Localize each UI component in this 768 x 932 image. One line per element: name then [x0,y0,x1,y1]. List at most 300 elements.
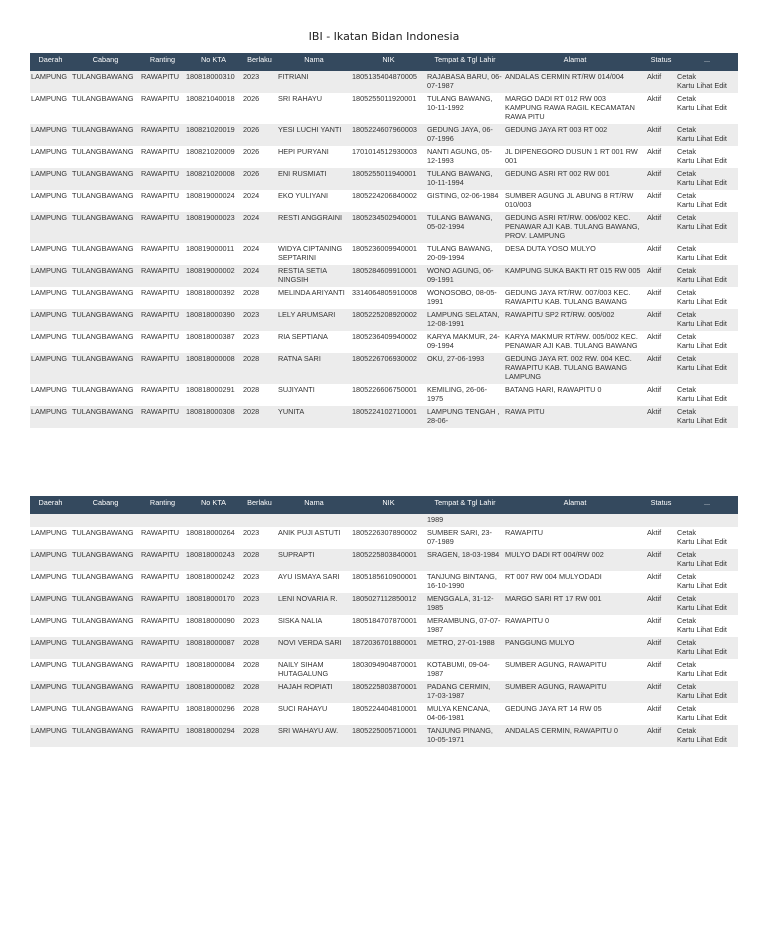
cell-daerah: LAMPUNG [30,615,71,637]
cell-berlaku: 2028 [242,287,277,309]
table-row [30,549,738,571]
card-link[interactable]: Kartu [677,275,695,284]
cell-nik: 1805234502940001 [351,212,426,243]
cell-nama: FITRIANI [277,71,351,93]
card-link[interactable]: Kartu [677,81,695,90]
print-link[interactable]: Cetak [677,385,697,394]
cell-ttl: TANJUNG BINTANG, 16-10-1990 [426,571,504,593]
card-link[interactable]: Kartu [677,735,695,744]
cell-ttl: GEDUNG JAYA, 06-07-1996 [426,124,504,146]
edit-link[interactable]: Edit [714,669,727,678]
table-row [30,593,738,615]
cell-daerah: LAMPUNG [30,146,71,168]
cell-nik: 1872036701880001 [351,637,426,659]
cell-actions [676,243,738,265]
cell-no-kta: 180818000242 [185,571,242,593]
view-link[interactable]: Lihat [696,341,713,350]
edit-link[interactable]: Edit [714,134,727,143]
print-link[interactable]: Cetak [677,594,697,603]
print-link[interactable]: Cetak [677,288,697,297]
cell-no-kta: 180818000308 [185,406,242,428]
table-row [30,212,738,243]
cell-actions [676,637,738,659]
col-ttl: Tempat & Tgl Lahir [426,496,504,514]
edit-link[interactable]: Edit [714,156,727,165]
view-link[interactable]: Lihat [696,200,713,209]
edit-link[interactable]: Edit [714,178,727,187]
cell-daerah: LAMPUNG [30,549,71,571]
cell-alamat: GEDUNG JAYA RT 003 RT 002 [504,124,646,146]
col-daerah: Daerah [30,496,71,514]
cell-nik: 1805185610900001 [351,571,426,593]
cell-alamat: BATANG HARI, RAWAPITU 0 [504,384,646,406]
view-link[interactable]: Lihat [696,275,713,284]
view-link[interactable]: Lihat [696,134,713,143]
print-link[interactable]: Cetak [677,147,697,156]
cell-ttl: METRO, 27-01-1988 [426,637,504,659]
cell-status: Aktif [646,168,676,190]
cell-daerah: LAMPUNG [30,309,71,331]
cell-no-kta: 180819000002 [185,265,242,287]
edit-link[interactable]: Edit [714,581,727,590]
edit-link[interactable]: Edit [714,416,727,425]
card-link[interactable]: Kartu [677,222,695,231]
cell-berlaku: 2028 [242,703,277,725]
cell-status: Aktif [646,124,676,146]
view-link[interactable]: Lihat [696,319,713,328]
table-row [30,637,738,659]
table-row [30,703,738,725]
cell-status: Aktif [646,549,676,571]
card-link[interactable]: Kartu [677,713,695,722]
card-link[interactable]: Kartu [677,581,695,590]
cell-actions [676,549,738,571]
table-header-row [30,53,738,71]
cell-daerah: LAMPUNG [30,681,71,703]
cell-ranting: RAWAPITU [140,593,185,615]
card-link[interactable]: Kartu [677,156,695,165]
cell-cabang: TULANGBAWANG [71,725,140,747]
print-link[interactable]: Cetak [677,191,697,200]
cell-nik: 1805225208920002 [351,309,426,331]
cell-ranting: RAWAPITU [140,124,185,146]
cell-daerah: LAMPUNG [30,527,71,549]
cell-daerah: LAMPUNG [30,168,71,190]
col-actions: ... [676,53,738,71]
cell-alamat: MARGO SARI RT 17 RW 001 [504,593,646,615]
edit-link[interactable]: Edit [714,200,727,209]
card-link[interactable]: Kartu [677,416,695,425]
table-row [30,615,738,637]
cell-cabang: TULANGBAWANG [71,146,140,168]
cell-status: Aktif [646,265,676,287]
edit-link[interactable]: Edit [714,735,727,744]
card-link[interactable]: Kartu [677,200,695,209]
cell-ttl: LAMPUNG SELATAN, 12-08-1991 [426,309,504,331]
print-link[interactable]: Cetak [677,682,697,691]
cell-ttl: TULANG BAWANG, 10-11-1992 [426,93,504,124]
cell-status: Aktif [646,571,676,593]
cell-nik: 1805236009940001 [351,243,426,265]
cell-daerah: LAMPUNG [30,353,71,384]
cell-cabang: TULANGBAWANG [71,309,140,331]
edit-link[interactable]: Edit [714,559,727,568]
edit-link[interactable]: Edit [714,537,727,546]
cell-nik: 3314064805910008 [351,287,426,309]
cell-ranting: RAWAPITU [140,331,185,353]
cell-nik: 1805225803870001 [351,681,426,703]
cell-ranting: RAWAPITU [140,93,185,124]
edit-link[interactable]: Edit [714,625,727,634]
col-nik: NIK [351,53,426,71]
cell-berlaku: 2023 [242,71,277,93]
view-link[interactable]: Lihat [696,394,713,403]
cell-no-kta: 180818000387 [185,331,242,353]
col-ranting: Ranting [140,53,185,71]
cell-cabang: TULANGBAWANG [71,549,140,571]
cell-nama: SRI RAHAYU [277,93,351,124]
cell-ranting: RAWAPITU [140,681,185,703]
card-link[interactable]: Kartu [677,394,695,403]
cell-no-kta: 180818000243 [185,549,242,571]
print-link[interactable]: Cetak [677,94,697,103]
print-link[interactable]: Cetak [677,310,697,319]
cell-status: Aktif [646,659,676,681]
cell-alamat: KARYA MAKMUR RT/RW. 005/002 KEC. PENAWAR AJI KAB. TULANG BAWANG [504,331,646,353]
cell-ranting: RAWAPITU [140,353,185,384]
print-link[interactable]: Cetak [677,407,697,416]
cell-daerah: LAMPUNG [30,384,71,406]
cell-nama: MELINDA ARIYANTI [277,287,351,309]
card-link[interactable]: Kartu [677,341,695,350]
print-link[interactable]: Cetak [677,125,697,134]
cell-no-kta: 180821020009 [185,146,242,168]
edit-link[interactable]: Edit [714,222,727,231]
cell-nik: 1805225803840001 [351,549,426,571]
cell-status: Aktif [646,212,676,243]
cell-daerah: LAMPUNG [30,71,71,93]
cell-cabang: TULANGBAWANG [71,681,140,703]
cell-actions [676,406,738,428]
cell-berlaku: 2028 [242,406,277,428]
cell-status: Aktif [646,190,676,212]
print-link[interactable]: Cetak [677,572,697,581]
print-link[interactable]: Cetak [677,550,697,559]
card-link[interactable]: Kartu [677,603,695,612]
cell-alamat: RAWAPITU 0 [504,615,646,637]
cell-nama: NOVI VERDA SARI [277,637,351,659]
cell-alamat: PANGGUNG MULYO [504,637,646,659]
cell-berlaku: 2023 [242,309,277,331]
cell-berlaku: 2024 [242,190,277,212]
cell-berlaku: 2023 [242,527,277,549]
cell-berlaku: 2028 [242,384,277,406]
cell-alamat: ANDALAS CERMIN RT/RW 014/004 [504,71,646,93]
cell-no-kta: 180818000084 [185,659,242,681]
card-link[interactable]: Kartu [677,297,695,306]
col-cabang: Cabang [71,53,140,71]
view-link[interactable]: Lihat [696,603,713,612]
cell-berlaku: 2028 [242,549,277,571]
cell-cabang: TULANGBAWANG [71,265,140,287]
cell-no-kta: 180818000390 [185,309,242,331]
cell-daerah: LAMPUNG [30,725,71,747]
cell-no-kta: 180818000090 [185,615,242,637]
cell-nama: SRI WAHAYU AW. [277,725,351,747]
cell-ranting: RAWAPITU [140,146,185,168]
view-link[interactable]: Lihat [696,713,713,722]
print-link[interactable]: Cetak [677,726,697,735]
cell-nama: RESTIA SETIA NINGSIH [277,265,351,287]
cell-cabang: TULANGBAWANG [71,384,140,406]
cell-actions [676,593,738,615]
cell-nama: SUJIYANTI [277,384,351,406]
cell-berlaku: 2024 [242,265,277,287]
print-link[interactable]: Cetak [677,244,697,253]
card-link[interactable]: Kartu [677,363,695,372]
cell-ttl: KEMILING, 26-06-1975 [426,384,504,406]
cell-daerah: LAMPUNG [30,212,71,243]
cell-no-kta: 180819000011 [185,243,242,265]
cell-nik: 1805224102710001 [351,406,426,428]
view-link[interactable]: Lihat [696,178,713,187]
cell-alamat: KAMPUNG SUKA BAKTI RT 015 RW 005 [504,265,646,287]
table-row [30,71,738,93]
cell-berlaku: 2028 [242,353,277,384]
cell-cabang: TULANGBAWANG [71,190,140,212]
print-link[interactable]: Cetak [677,72,697,81]
cell-status: Aktif [646,331,676,353]
col-actions: ... [676,496,738,514]
view-link[interactable]: Lihat [696,363,713,372]
view-link[interactable]: Lihat [696,581,713,590]
cell-alamat: GEDUNG ASRI RT 002 RW 001 [504,168,646,190]
print-link[interactable]: Cetak [677,528,697,537]
cell-actions [676,212,738,243]
cell-cabang: TULANGBAWANG [71,168,140,190]
cell-status: Aktif [646,406,676,428]
card-link[interactable]: Kartu [677,319,695,328]
cell-no-kta: 180821020008 [185,168,242,190]
cell-ranting: RAWAPITU [140,265,185,287]
view-link[interactable]: Lihat [696,647,713,656]
cell-ttl: KARYA MAKMUR, 24-09-1994 [426,331,504,353]
cell-cabang: TULANGBAWANG [71,331,140,353]
table-row [30,124,738,146]
cell-nama: YUNITA [277,406,351,428]
table-row [30,190,738,212]
cell-alamat: RAWA PITU [504,406,646,428]
cell-daerah: LAMPUNG [30,703,71,725]
cell-nik: 1805135404870005 [351,71,426,93]
print-link[interactable]: Cetak [677,169,697,178]
col-alamat: Alamat [504,496,646,514]
col-nama: Nama [277,496,351,514]
print-link[interactable]: Cetak [677,616,697,625]
view-link[interactable]: Lihat [696,559,713,568]
cell-ranting: RAWAPITU [140,659,185,681]
table-row [30,265,738,287]
table-row [30,571,738,593]
edit-link[interactable]: Edit [714,297,727,306]
cell-nama: YESI LUCHI YANTI [277,124,351,146]
cell-daerah: LAMPUNG [30,571,71,593]
table-row [30,353,738,384]
cell-nik: 1805226606750001 [351,384,426,406]
col-berlaku: Berlaku [242,53,277,71]
edit-link[interactable]: Edit [714,103,727,112]
card-link[interactable]: Kartu [677,178,695,187]
table-row [30,681,738,703]
print-link[interactable]: Cetak [677,354,697,363]
card-link[interactable]: Kartu [677,669,695,678]
cell-ttl: TULANG BAWANG, 10-11-1994 [426,168,504,190]
cell-ranting: RAWAPITU [140,168,185,190]
view-link[interactable]: Lihat [696,103,713,112]
view-link[interactable]: Lihat [696,253,713,262]
cell-alamat: RAWAPITU SP2 RT/RW. 005/002 [504,309,646,331]
view-link[interactable]: Lihat [696,735,713,744]
cell-berlaku: 2024 [242,243,277,265]
cell-no-kta: 180818000087 [185,637,242,659]
cell-berlaku: 2023 [242,615,277,637]
edit-link[interactable]: Edit [714,253,727,262]
view-link[interactable]: Lihat [696,625,713,634]
cell-status: Aktif [646,309,676,331]
edit-link[interactable]: Edit [714,647,727,656]
card-link[interactable]: Kartu [677,537,695,546]
edit-link[interactable]: Edit [714,363,727,372]
cell-alamat: SUMBER AGUNG, RAWAPITU [504,659,646,681]
print-link[interactable]: Cetak [677,213,697,222]
col-ttl: Tempat & Tgl Lahir [426,53,504,71]
card-link[interactable]: Kartu [677,691,695,700]
cell-ranting: RAWAPITU [140,703,185,725]
cell-ttl: MENGGALA, 31-12-1985 [426,593,504,615]
table-row [30,243,738,265]
cell-ranting: RAWAPITU [140,71,185,93]
cell-cabang: TULANGBAWANG [71,406,140,428]
edit-link[interactable]: Edit [714,81,727,90]
print-link[interactable]: Cetak [677,704,697,713]
cell-status: Aktif [646,287,676,309]
cell-ttl: SRAGEN, 18-03-1984 [426,549,504,571]
edit-link[interactable]: Edit [714,603,727,612]
edit-link[interactable]: Edit [714,341,727,350]
cell-daerah: LAMPUNG [30,331,71,353]
cell-actions [676,309,738,331]
cell-nik: 1805255011940001 [351,168,426,190]
cell-cabang: TULANGBAWANG [71,243,140,265]
cell-nama: HEPI PURYANI [277,146,351,168]
view-link[interactable]: Lihat [696,691,713,700]
view-link[interactable]: Lihat [696,416,713,425]
edit-link[interactable]: Edit [714,394,727,403]
page-title: IBI - Ikatan Bidan Indonesia [308,30,460,43]
cell-status: Aktif [646,725,676,747]
cell-nik: 1805027112850012 [351,593,426,615]
card-link[interactable]: Kartu [677,647,695,656]
cell-ranting: RAWAPITU [140,212,185,243]
view-link[interactable]: Lihat [696,222,713,231]
view-link[interactable]: Lihat [696,669,713,678]
card-link[interactable]: Kartu [677,134,695,143]
edit-link[interactable]: Edit [714,319,727,328]
cell-no-kta: 180818000294 [185,725,242,747]
cell-actions [676,71,738,93]
cell-actions [676,287,738,309]
card-link[interactable]: Kartu [677,253,695,262]
cell-no-kta: 180818000291 [185,384,242,406]
cell-no-kta: 180818000008 [185,353,242,384]
edit-link[interactable]: Edit [714,713,727,722]
cell-status: Aktif [646,353,676,384]
cell-berlaku: 2026 [242,146,277,168]
view-link[interactable]: Lihat [696,81,713,90]
cell-daerah: LAMPUNG [30,124,71,146]
cell-status: Aktif [646,615,676,637]
col-no-kta: No KTA [185,496,242,514]
cell-ranting: RAWAPITU [140,190,185,212]
card-link[interactable]: Kartu [677,559,695,568]
cell-alamat: SUMBER AGUNG JL ABUNG 8 RT/RW 010/003 [504,190,646,212]
edit-link[interactable]: Edit [714,691,727,700]
print-link[interactable]: Cetak [677,660,697,669]
cell-daerah: LAMPUNG [30,190,71,212]
cell-daerah: LAMPUNG [30,593,71,615]
col-nama: Nama [277,53,351,71]
col-status: Status [646,496,676,514]
print-link[interactable]: Cetak [677,332,697,341]
print-link[interactable]: Cetak [677,638,697,647]
cell-berlaku: 2023 [242,331,277,353]
print-link[interactable]: Cetak [677,266,697,275]
card-link[interactable]: Kartu [677,103,695,112]
table-row [30,146,738,168]
cell-ranting: RAWAPITU [140,406,185,428]
table-row [30,725,738,747]
cell-berlaku: 2026 [242,168,277,190]
cell-berlaku: 2023 [242,571,277,593]
cell-cabang: TULANGBAWANG [71,527,140,549]
card-link[interactable]: Kartu [677,625,695,634]
cell-nama: ANIK PUJI ASTUTI [277,527,351,549]
members-table-page-2 [30,496,738,747]
cell-cabang: TULANGBAWANG [71,353,140,384]
view-link[interactable]: Lihat [696,156,713,165]
view-link[interactable]: Lihat [696,297,713,306]
cell-cabang: TULANGBAWANG [71,615,140,637]
cell-daerah: LAMPUNG [30,637,71,659]
cell-berlaku: 2026 [242,124,277,146]
col-status: Status [646,53,676,71]
cell-no-kta: 180821020019 [185,124,242,146]
edit-link[interactable]: Edit [714,275,727,284]
cell-actions [676,265,738,287]
cell-ranting: RAWAPITU [140,309,185,331]
cell-nama: ENI RUSMIATI [277,168,351,190]
cell-status: Aktif [646,146,676,168]
view-link[interactable]: Lihat [696,537,713,546]
cell-ttl: NANTI AGUNG, 05-12-1993 [426,146,504,168]
cell-status: Aktif [646,527,676,549]
cell-status: Aktif [646,681,676,703]
cell-cabang: TULANGBAWANG [71,287,140,309]
table-row [30,659,738,681]
cell-no-kta: 180819000023 [185,212,242,243]
cell-ranting: RAWAPITU [140,725,185,747]
cell-ranting: RAWAPITU [140,243,185,265]
